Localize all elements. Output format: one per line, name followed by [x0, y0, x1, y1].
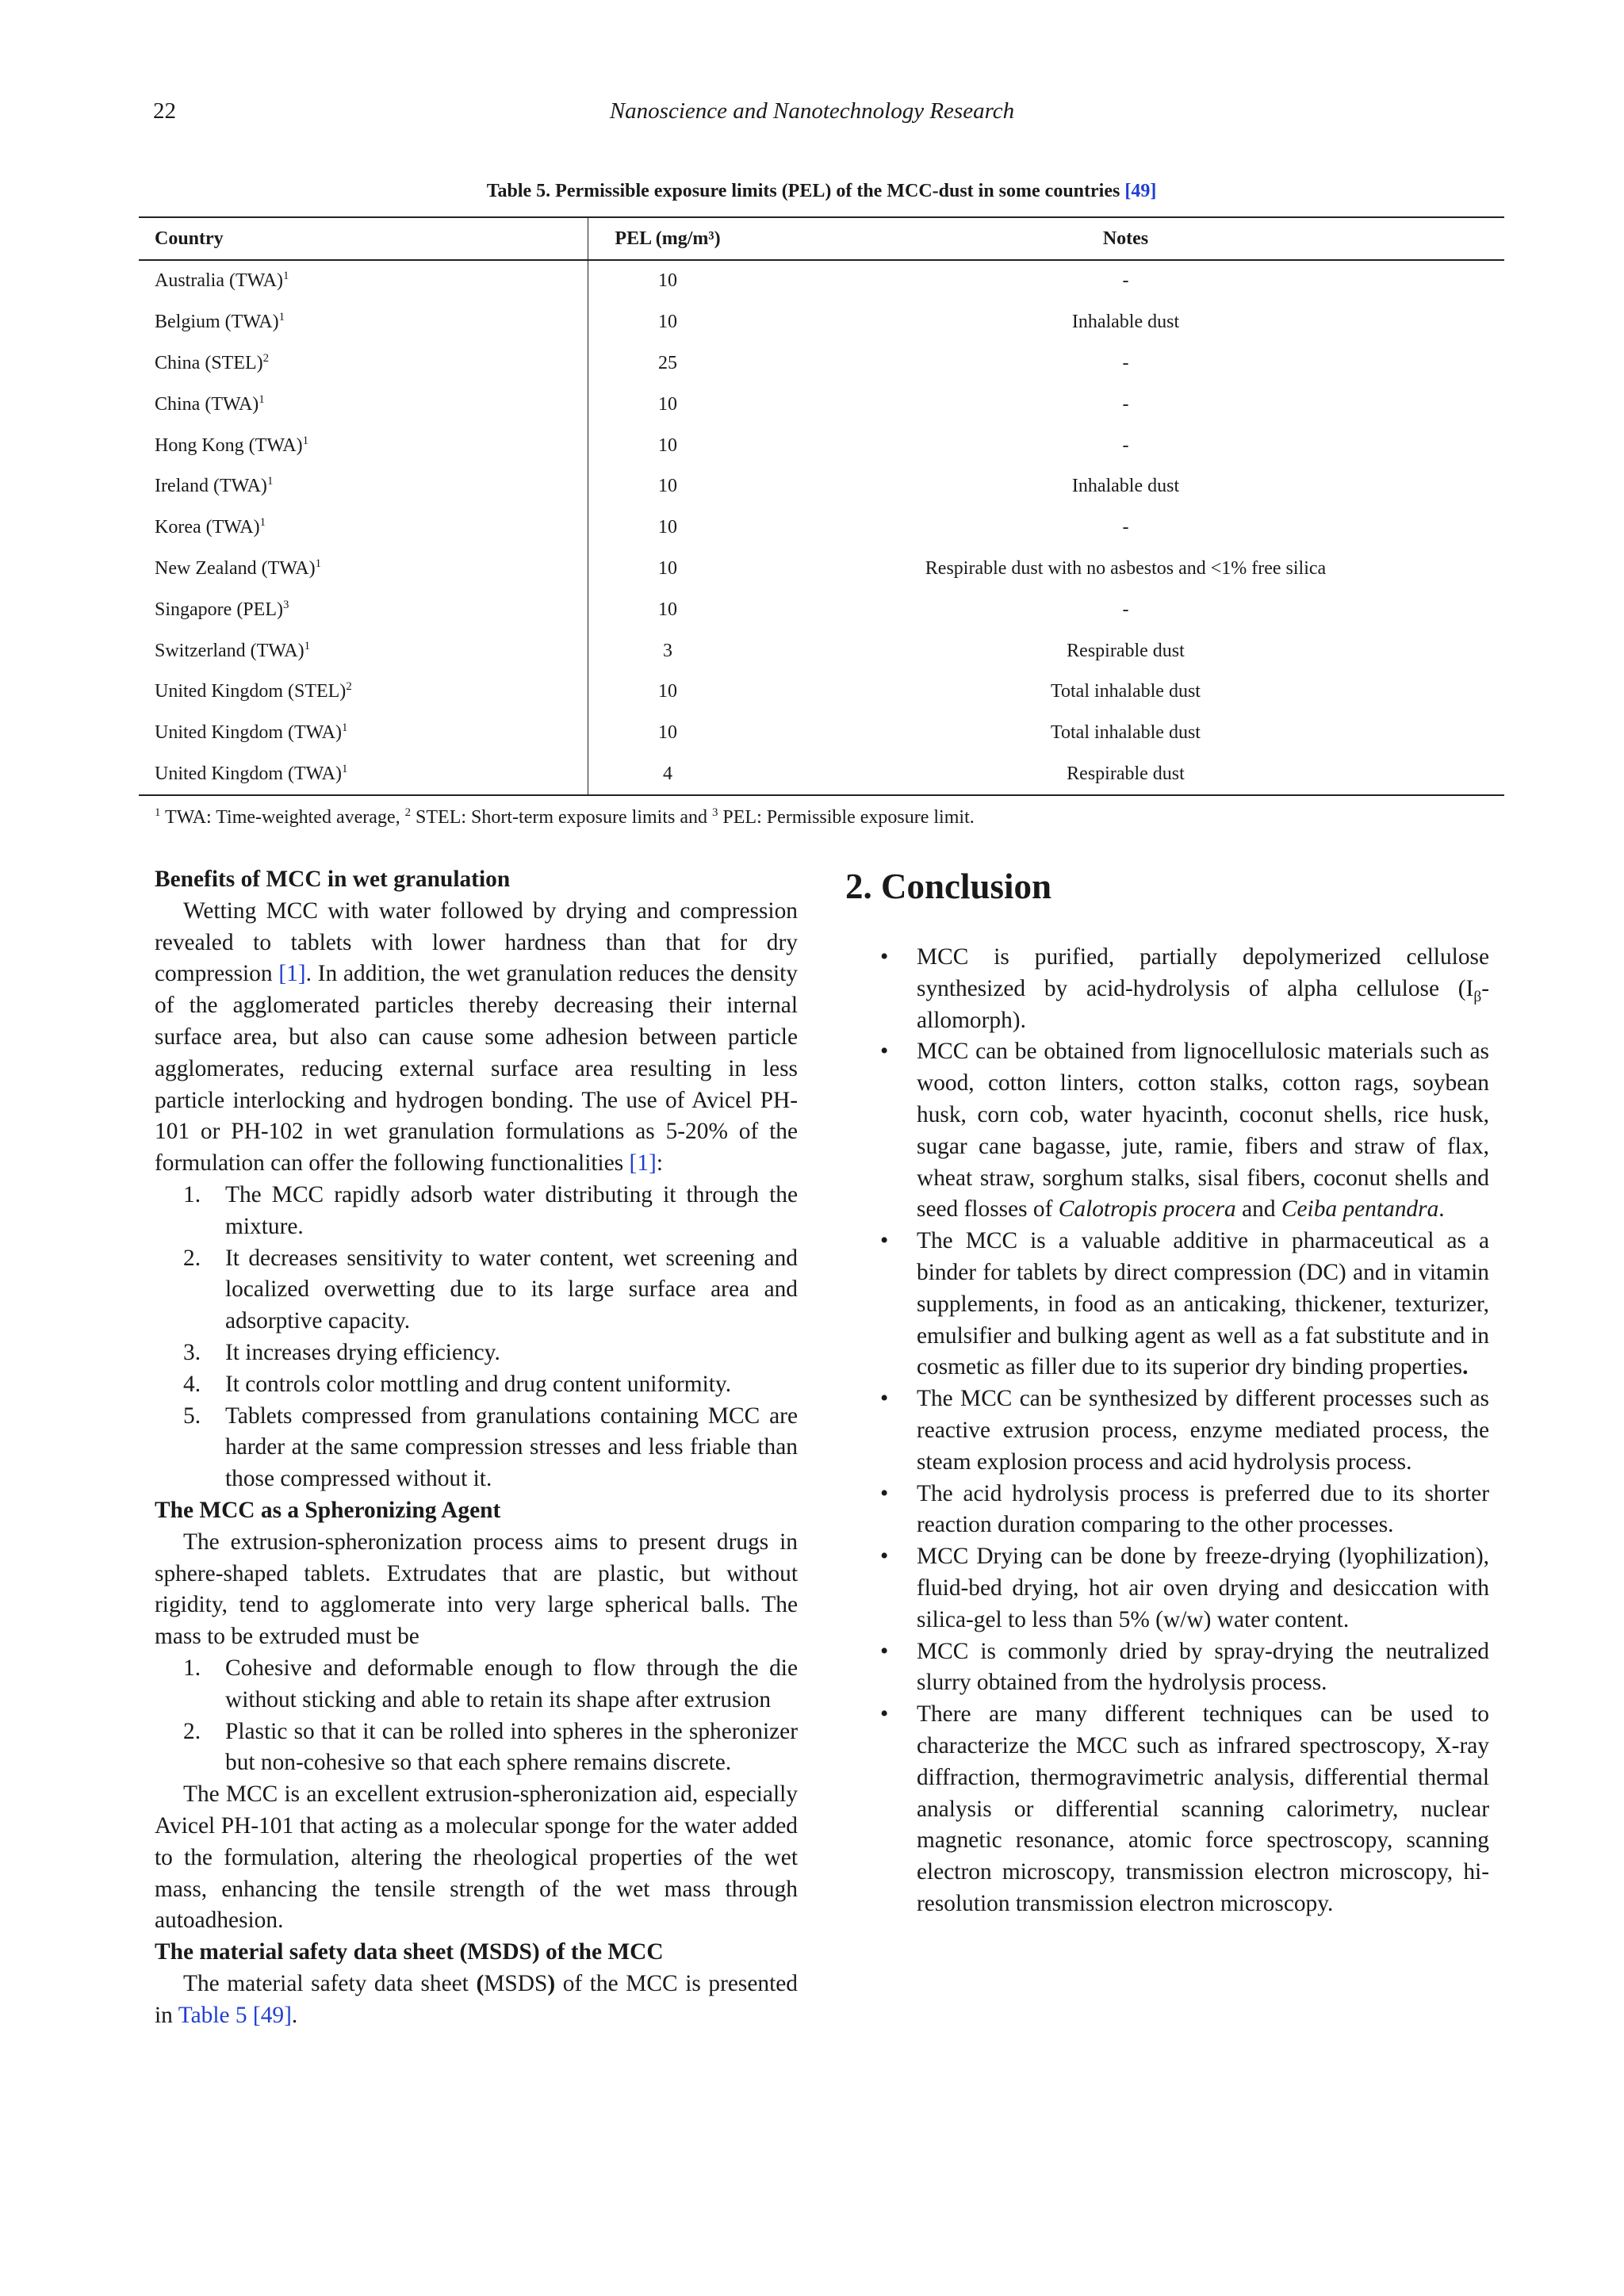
cell-country: China (TWA)$^1$ — [139, 384, 588, 425]
cell-notes: Inhalable dust — [1071, 476, 1180, 497]
subheading-wet-granulation: Benefits of MCC in wet granulation — [155, 867, 511, 892]
cell-notes: - — [1122, 393, 1129, 415]
list-item: • MCC can be obtained from lignocellulosic materials such as wood, cotton linters, cotton stalks, cotton rags, soybean husk, corn cob, water hyacinth, coconut shells, rice husk, sugar cane bagasse, jute, ramie, fibers and straw of flax, wheat straw, sorghum stalks, sisal fibers, coconut shells and seed flosses of Calotropis procera and Ceiba pentandra. — [845, 1036, 1489, 1226]
subheading-msds: The material safety data sheet (MSDS) of the MCC — [155, 1939, 664, 1965]
ref-link[interactable]: [1] — [278, 961, 306, 987]
cell-country: Singapore (PEL)$^3$ — [139, 589, 588, 630]
table-row — [139, 713, 1504, 754]
bullet-icon: • — [880, 944, 889, 970]
list-item: • The acid hydrolysis process is preferred due to its shorter reaction duration comparing to the other processes. — [845, 1479, 1489, 1542]
cell-country: Australia (TWA)$^1$ — [139, 260, 588, 302]
cell-notes: - — [1122, 270, 1129, 292]
table-row — [139, 260, 1504, 302]
cell-country: United Kingdom (TWA)$^1$ — [139, 754, 588, 796]
table-header-row — [139, 217, 1504, 260]
cell-country: Korea (TWA)$^1$ — [139, 507, 588, 549]
bullet-icon: • — [880, 1386, 889, 1412]
paragraph-wet-granulation: Wetting MCC with water followed by drying and compression revealed to tablets with lower hardness than that for dry compression [1]. In addition, the wet granulation reduces the density of the agglomerated particles thereby decreasing their internal surface area, but also can cause some adhesion between particle agglomerates, reducing external surface area resulting in less particle interlocking and hydrogen bonding. The use of Avicel PH-101 or PH-102 in wet granulation formulations as 5-20% of the formulation can offer the following functionalities [1]: — [155, 897, 798, 1177]
cell-country: United Kingdom (STEL)$^2$ — [139, 672, 588, 713]
cell-pel: 4 — [588, 754, 748, 796]
conclusion-list — [845, 942, 1489, 1920]
list-item: • The MCC can be synthesized by different processes such as reactive extrusion process, enzyme mediated process, the steam explosion process and acid hydrolysis process. — [845, 1383, 1489, 1478]
list-item: 1. Cohesive and deformable enough to flow through the die without sticking and able to retain its shape after extrusion — [183, 1655, 798, 1712]
cell-notes: - — [1122, 517, 1129, 538]
list-item: 3. It increases drying efficiency. — [183, 1339, 500, 1365]
subheading-spheronizing: The MCC as a Spheronizing Agent — [155, 1497, 501, 1523]
cell-pel: 10 — [658, 270, 677, 292]
list-item: • MCC is purified, partially depolymerized cellulose synthesized by acid-hydrolysis of alpha cellulose $(I_\beta-allomorph)$. — [845, 942, 1489, 1036]
cell-pel: 10 — [658, 722, 677, 744]
list-item: • MCC is commonly dried by spray-drying the neutralized slurry obtained from the hydrolysis process. — [845, 1636, 1489, 1700]
list-item: • The MCC is a valuable additive in pharmaceutical as a binder for tablets by direct compression (DC) and in vitamin supplements, in food as an anticaking, thickener, texturizer, emulsifier and bulking agent as well as a fat substitute and in cosmetic as filler due to its superior dry binding properties. — [845, 1226, 1489, 1383]
cell-pel: 10 — [658, 681, 677, 702]
list-item: 2. Plastic so that it can be rolled into spheres in the spheronizer but non-cohesive so that each sphere remains discrete. — [183, 1718, 798, 1776]
cell-pel: 3 — [663, 640, 672, 661]
table-caption-ref-link[interactable]: [49] — [1124, 181, 1157, 201]
cell-pel: 10 — [658, 557, 677, 579]
cell-notes: Inhalable dust — [1071, 312, 1180, 333]
table-row — [139, 549, 1504, 590]
list-item: 5. Tablets compressed from granulations containing MCC are harder at the same compression stresses and less friable than those compressed without it. — [183, 1402, 798, 1492]
cell-country: United Kingdom (TWA)$^1$ — [139, 713, 588, 754]
table-row — [139, 302, 1504, 343]
ref-link[interactable]: [1] — [629, 1150, 657, 1177]
table-row — [139, 754, 1504, 796]
right-column — [845, 864, 1489, 1920]
list-item: 2. It decreases sensitivity to water content, wet screening and localized overwetting due to its large surface area and adsorptive capacity. — [183, 1245, 798, 1334]
cell-notes: Respirable dust — [747, 754, 1504, 796]
journal-title: Nanoscience and Nanotechnology Research — [609, 98, 1015, 124]
cell-pel: 10 — [658, 312, 677, 333]
table-row — [139, 384, 1504, 425]
table-row — [139, 507, 1504, 549]
cell-country: Switzerland (TWA)$^1$ — [139, 630, 588, 672]
table-row — [139, 425, 1504, 466]
col-header-notes: Notes — [747, 217, 1504, 260]
cell-country: Belgium (TWA)$^1$ — [139, 302, 588, 343]
cell-pel: 10 — [658, 517, 677, 538]
table-row — [139, 589, 1504, 630]
cell-country: Hong Kong (TWA)$^1$ — [139, 425, 588, 466]
page-number: 22 — [153, 98, 176, 124]
cell-notes: Respirable dust with no asbestos and <1% free silica — [925, 557, 1327, 579]
paragraph-msds: The material safety data sheet (MSDS) of the MCC is presented in Table 5 [49]. — [155, 1970, 799, 2028]
bullet-icon: • — [880, 1638, 889, 1664]
cell-notes: - — [1122, 434, 1129, 456]
bullet-icon: • — [880, 1701, 889, 1728]
pel-table — [139, 216, 1504, 796]
extrusion-requirements-list — [155, 1653, 798, 1779]
cell-country: New Zealand (TWA)$^1$ — [139, 549, 588, 590]
cell-notes: Total inhalable dust — [1051, 681, 1201, 702]
table-row — [139, 630, 1504, 672]
table-footnote: $^1$ TWA: Time-weighted average, $^2$ STEL: Short-term exposure limits and $^3$ PEL: Permissible exposure limit. — [155, 806, 975, 828]
cell-pel: 25 — [658, 352, 677, 373]
cell-pel: 10 — [658, 434, 677, 456]
table-caption — [139, 181, 1504, 202]
cell-pel: 10 — [658, 599, 677, 620]
cell-pel: 10 — [658, 476, 677, 497]
cell-notes: - — [1122, 599, 1129, 620]
cell-notes: Total inhalable dust — [1051, 722, 1201, 744]
cell-notes: Respirable dust — [1067, 640, 1185, 661]
table-ref-link[interactable]: Table 5 [49] — [178, 2002, 292, 2028]
table-row — [139, 672, 1504, 713]
paragraph-spheronizing: The extrusion-spheronization process aims to present drugs in sphere-shaped tablets. Extrudates that are plastic, but without rigidity, tend to agglomerate into very large spherical balls. The mass to be extruded must be — [155, 1529, 798, 1650]
functionalities-list — [155, 1180, 798, 1495]
col-header-pel: PEL (mg/m³) — [588, 217, 748, 260]
bullet-icon: • — [880, 1039, 889, 1065]
table-caption-text: Table 5. Permissible exposure limits (PEL) of the MCC-dust in some countries — [486, 181, 1120, 201]
list-item: 4. It controls color mottling and drug content uniformity. — [183, 1371, 732, 1397]
cell-pel: 10 — [658, 393, 677, 415]
list-item: • There are many different techniques can be used to characterize the MCC such as infrared spectroscopy, X-ray diffraction, thermogravimetric analysis, differential thermal analysis or differential scanning calorimetry, nuclear magnetic resonance, atomic force spectroscopy, scanning electron microscopy, transmission electron microscopy, hi-resolution transmission electron microscopy. — [845, 1699, 1489, 1920]
list-item: • MCC Drying can be done by freeze-drying (lyophilization), fluid-bed drying, hot air oven drying and desiccation with silica-gel to less than 5% (w/w) water content. — [845, 1541, 1489, 1636]
col-header-country: Country — [139, 217, 588, 260]
table-row — [139, 343, 1504, 385]
cell-country: Ireland (TWA)$^1$ — [139, 466, 588, 507]
table-row — [139, 466, 1504, 507]
paragraph-extrusion-aid: The MCC is an excellent extrusion-spheronization aid, especially Avicel PH-101 that acting as a molecular sponge for the water added to the formulation, altering the rheological properties of the wet mass, enhancing the tensile strength of the wet mass through autoadhesion. — [155, 1781, 798, 1934]
bullet-icon: • — [880, 1228, 889, 1254]
cell-country: China (STEL)$^2$ — [139, 343, 588, 385]
bullet-icon: • — [880, 1480, 889, 1506]
cell-notes: - — [1122, 352, 1129, 373]
list-item: 1. The MCC rapidly adsorb water distributing it through the mixture. — [183, 1181, 798, 1239]
section-title-conclusion: 2. Conclusion — [845, 867, 1052, 906]
bullet-icon: • — [880, 1544, 889, 1570]
left-column — [155, 864, 798, 2031]
